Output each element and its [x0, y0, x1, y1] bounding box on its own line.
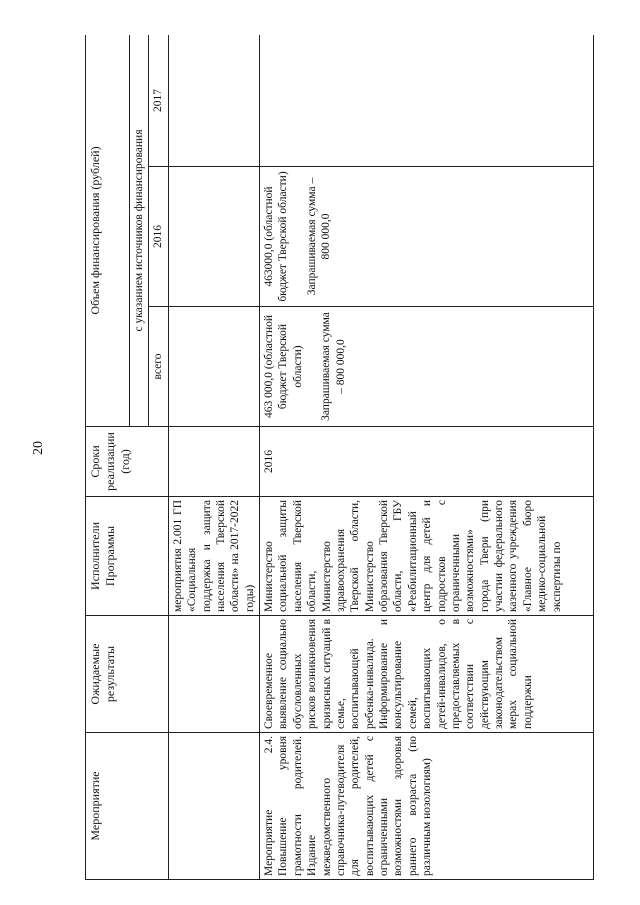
row2-executors: Министерство социальной защиты населения Тверской области, Министерство здравоохранения Тверской области, Министерство образования Тверской области, ГБУ «Реабилитационный центр для детей и подростков с ограниченными возможностями» города Твери (при участии федерального казенного учреждения «Главное бюро медико-социальной экспертизы по — [260, 497, 594, 616]
row2-expected: Своевременное выявление социально обусловленных рисков возникновения кризисных ситуаций в семье, воспитывающей ребенка-инвалида. Информирование и консультирование семей, воспитывающих детей-инвалидов, о предоставляемых в соответствии с действующим законодательством мерах социальной поддержки — [260, 616, 594, 733]
rotated-table-container — [85, 35, 594, 880]
row2-2016 — [260, 167, 594, 307]
row2-total-requested: Запрашиваемая сумма – 800 000,0 — [320, 312, 347, 421]
header-2017: 2017 — [149, 35, 168, 167]
row1-total — [168, 307, 259, 427]
row2-total — [260, 307, 594, 427]
row1-terms — [168, 427, 259, 497]
row2-terms: 2016 — [260, 427, 594, 497]
row1-expected — [168, 616, 259, 733]
header-expected: Ожидаемые результаты — [86, 616, 169, 733]
header-2016: 2016 — [149, 167, 168, 307]
header-executors: Исполнители Программы — [86, 497, 169, 616]
header-measure: Мероприятие — [86, 733, 169, 880]
row1-measure — [168, 733, 259, 880]
row1-executors: мероприятия 2.001 ГП «Социальная поддержка и защита населения Тверской области» на 2017-2022 годы) — [168, 497, 259, 616]
header-terms: Сроки реализации (год) — [86, 427, 169, 497]
row2-2016-amount: 463000,0 (областной бюджет Тверской области) — [263, 171, 290, 302]
page-number: 20 — [31, 441, 46, 455]
row1-2017 — [168, 35, 259, 167]
header-funding-title: Объем финансирования (рублей) — [86, 35, 130, 427]
row2-2017 — [260, 35, 594, 167]
table-row — [168, 35, 259, 880]
row2-2016-requested: Запрашиваемая сумма – 800 000,0 — [305, 177, 333, 296]
funding-table — [85, 35, 594, 880]
row2-measure: Мероприятие 2.4. Повышение уровня грамотности родителей. Издание межведомственного справочника-путеводителя для родителей, воспитывающих детей с ограниченными возможностями здоровья раннего возраста (по различным нозологиям) — [260, 733, 594, 880]
row2-total-amount: 463 000,0 (областной бюджет Тверской области) — [263, 314, 304, 419]
header-total: всего — [149, 307, 168, 427]
header-funding-sub: с указанием источников финансирования — [130, 35, 149, 427]
table-viewport — [85, 35, 594, 880]
row1-2016 — [168, 167, 259, 307]
table-row — [260, 35, 594, 880]
